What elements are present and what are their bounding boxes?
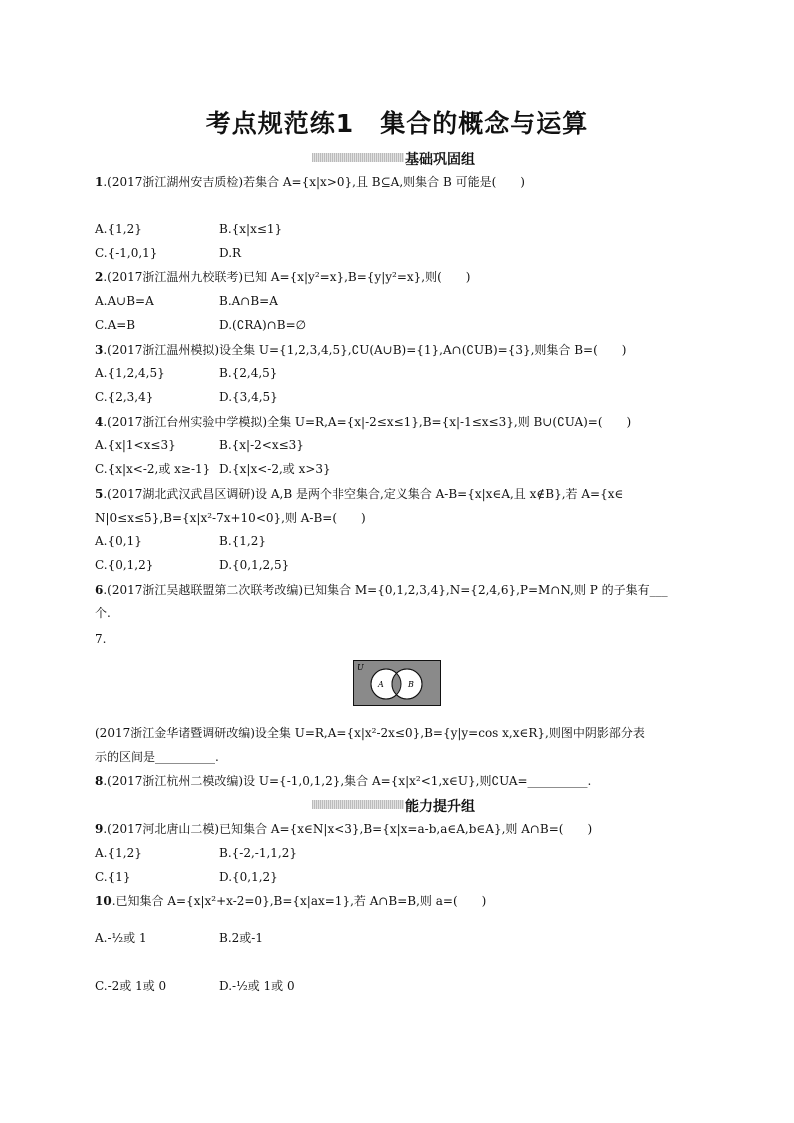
option-b: B.{2,4,5} bbox=[219, 366, 278, 380]
option-a: A.{1,2} bbox=[95, 846, 142, 860]
section-decor-bar bbox=[312, 800, 404, 809]
option-b: B.A∩B=A bbox=[219, 294, 278, 308]
option-c: C.{x|x<-2,或 x≥-1} bbox=[95, 462, 211, 476]
option-c: C.{2,3,4} bbox=[95, 390, 154, 404]
question-text: .(2017浙江杭州二模改编)设 U={-1,0,1,2},集合 A={x|x²<1,x∈U},则∁UA=__________. bbox=[103, 774, 592, 788]
option-a: A.A∪B=A bbox=[95, 294, 154, 308]
question-10 bbox=[95, 893, 486, 909]
option-a: A.{0,1} bbox=[95, 534, 142, 548]
question-number: 1 bbox=[95, 175, 104, 189]
option-c: C.{-1,0,1} bbox=[95, 246, 158, 260]
question-2 bbox=[95, 269, 470, 285]
question-number: 6 bbox=[95, 583, 104, 597]
question-number: 7. bbox=[95, 632, 107, 646]
option-b: B.2或-1 bbox=[219, 931, 263, 945]
option-d: D.{x|x<-2,或 x>3} bbox=[219, 462, 331, 476]
question-3 bbox=[95, 342, 626, 358]
option-d: D.-½或 1或 0 bbox=[219, 979, 295, 993]
question-7-continued: 示的区间是__________. bbox=[95, 750, 219, 764]
option-b: B.{x|-2<x≤3} bbox=[219, 438, 304, 452]
question-text: .已知集合 A={x|x²+x-2=0},B={x|ax=1},若 A∩B=B,则 a=( ) bbox=[111, 894, 487, 908]
option-a: A.-½或 1 bbox=[95, 931, 147, 945]
question-number: 8 bbox=[95, 774, 104, 788]
venn-label-a: A bbox=[378, 680, 384, 689]
question-4 bbox=[95, 414, 631, 430]
section-label: 能力提升组 bbox=[405, 799, 475, 815]
question-text: .(2017湖北武汉武昌区调研)设 A,B 是两个非空集合,定义集合 A-B={x|x∈A,且 x∉B},若 A={x∈ bbox=[103, 487, 624, 501]
option-d: D.{0,1,2} bbox=[219, 870, 278, 884]
question-text: .(2017浙江吴越联盟第二次联考改编)已知集合 M={0,1,2,3,4},N={2,4,6},P=M∩N,则 P 的子集有___ bbox=[103, 583, 668, 597]
question-text: .(2017浙江温州九校联考)已知 A={x|y²=x},B={y|y²=x},则( ) bbox=[103, 270, 471, 284]
option-d: D.(∁RA)∩B=∅ bbox=[219, 318, 307, 332]
option-c: C.{1} bbox=[95, 870, 131, 884]
option-c: C.A=B bbox=[95, 318, 136, 332]
section-label: 基础巩固组 bbox=[405, 152, 475, 168]
question-5 bbox=[95, 486, 623, 502]
question-number: 9 bbox=[95, 822, 104, 836]
question-number: 3 bbox=[95, 343, 104, 357]
question-text: .(2017河北唐山二模)已知集合 A={x∈N|x<3},B={x|x=a-b,a∈A,b∈A},则 A∩B=( ) bbox=[103, 822, 593, 836]
question-7 bbox=[95, 631, 106, 647]
option-c: C.{0,1,2} bbox=[95, 558, 154, 572]
option-b: B.{x|x≤1} bbox=[219, 222, 283, 236]
option-a: A.{1,2,4,5} bbox=[95, 366, 165, 380]
question-6 bbox=[95, 582, 668, 598]
question-1 bbox=[95, 174, 525, 190]
question-text: .(2017浙江台州实验中学模拟)全集 U=R,A={x|-2≤x≤1},B={x|-1≤x≤3},则 B∪(∁UA)=( ) bbox=[103, 415, 632, 429]
option-d: D.R bbox=[219, 246, 242, 260]
question-8 bbox=[95, 773, 591, 789]
question-text: .(2017浙江温州模拟)设全集 U={1,2,3,4,5},∁U(A∪B)={1},A∩(∁UB)={3},则集合 B=( ) bbox=[103, 343, 627, 357]
page-title: 考点规范练1 集合的概念与运算 bbox=[205, 109, 589, 138]
question-text: .(2017浙江湖州安吉质检)若集合 A={x|x>0},且 B⊆A,则集合 B 可能是( ) bbox=[103, 175, 525, 189]
question-5-continued: N|0≤x≤5},B={x|x²-7x+10<0},则 A-B=( ) bbox=[95, 511, 366, 525]
option-a: A.{1,2} bbox=[95, 222, 142, 236]
question-number: 2 bbox=[95, 270, 104, 284]
option-b: B.{1,2} bbox=[219, 534, 266, 548]
option-b: B.{-2,-1,1,2} bbox=[219, 846, 297, 860]
question-9 bbox=[95, 821, 592, 837]
question-number: 10 bbox=[95, 894, 112, 908]
section-header-advanced bbox=[0, 796, 794, 816]
question-number: 4 bbox=[95, 415, 104, 429]
venn-label-b: B bbox=[408, 680, 414, 689]
option-a: A.{x|1<x≤3} bbox=[95, 438, 176, 452]
option-c: C.-2或 1或 0 bbox=[95, 979, 167, 993]
question-7-text: (2017浙江金华诸暨调研改编)设全集 U=R,A={x|x²-2x≤0},B={y|y=cos x,x∈R},则图中阴影部分表 bbox=[95, 726, 645, 740]
section-header-basic bbox=[0, 149, 794, 169]
option-d: D.{3,4,5} bbox=[219, 390, 278, 404]
question-6-continued: 个. bbox=[95, 606, 111, 620]
option-d: D.{0,1,2,5} bbox=[219, 558, 290, 572]
venn-label-u: U bbox=[357, 663, 364, 672]
section-decor-bar bbox=[312, 153, 404, 162]
question-number: 5 bbox=[95, 487, 104, 501]
venn-diagram bbox=[353, 660, 441, 706]
